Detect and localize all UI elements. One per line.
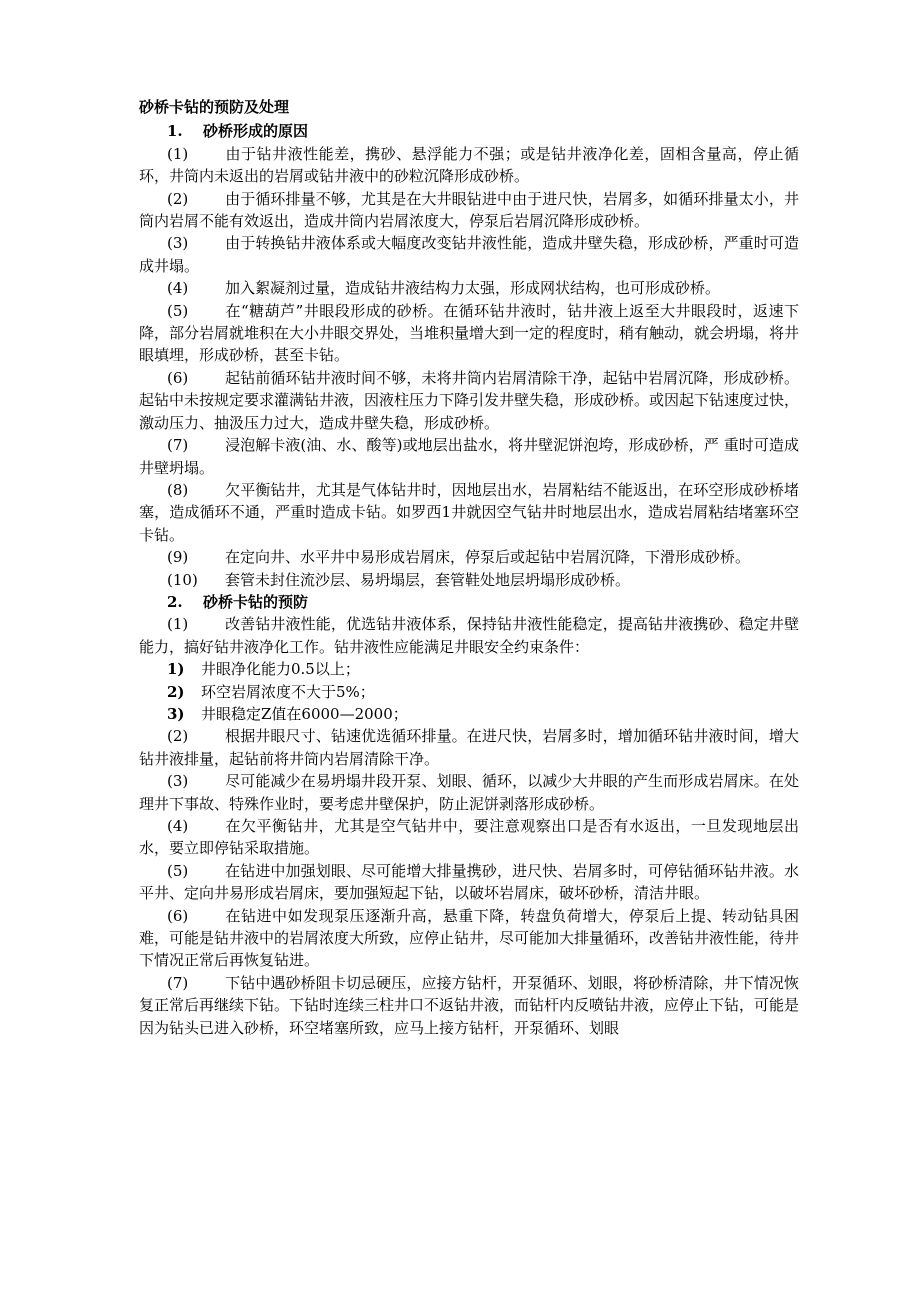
- list-item: [139, 546, 799, 568]
- section-heading-prevention: [139, 591, 799, 613]
- list-item: [139, 232, 799, 277]
- list-item: [139, 367, 799, 434]
- item-number: (1): [167, 144, 189, 163]
- sub-item: [139, 681, 799, 703]
- item-text: 在定向井、水平井中易形成岩屑床，停泵后或起钻中岩屑沉降，下滑形成砂桥。: [225, 548, 751, 567]
- sub-item-number: 3): [167, 704, 185, 723]
- sub-item-text: 井眼稳定Z值在6000—2000；: [201, 704, 408, 723]
- list-item: [139, 815, 799, 860]
- list-item: [139, 725, 799, 770]
- section-heading-text: 砂桥形成的原因: [203, 122, 309, 141]
- item-text: 起钻前循环钻井液时间不够，未将井筒内岩屑清除干净，起钻中岩屑沉降，形成砂桥。起钻中未按规定要求灌满钻井液，因液柱压力下降引发井壁失稳，形成砂桥。或因起下钻速度过快，激动压力、抽汲压力过大，造成井壁失稳，形成砂桥。: [139, 368, 800, 432]
- item-number: (2): [167, 189, 189, 208]
- item-number: (6): [167, 368, 189, 387]
- list-item: [139, 905, 799, 972]
- item-number: (5): [167, 301, 189, 320]
- list-item: [139, 188, 799, 233]
- sub-item-text: 井眼净化能力0.5以上；: [201, 660, 360, 679]
- document-body: [139, 96, 799, 1039]
- document-title: 砂桥卡钻的预防及处理: [139, 98, 290, 116]
- list-item: [139, 434, 799, 479]
- list-item: [139, 277, 799, 299]
- item-text: 加入絮凝剂过量，造成钻井液结构力太强，形成网状结构，也可形成砂桥。: [225, 279, 721, 298]
- section-heading-text: 砂桥卡钻的预防: [203, 592, 309, 611]
- item-text: 改善钻井液性能，优选钻井液体系，保持钻井液性能稳定，提高钻井液携砂、稳定井壁能力，搞好钻井液净化工作。钻井液性应能满足井眼安全约束条件：: [139, 615, 799, 656]
- item-number: (9): [167, 548, 189, 567]
- section-number: 2.: [167, 592, 183, 611]
- item-text: 由于钻井液性能差，携砂、悬浮能力不强；或是钻井液净化差，固相含量高，停止循环，井筒内未返出的岩屑或钻井液中的砂粒沉降形成砂桥。: [139, 144, 799, 186]
- sub-item-number: 2): [167, 682, 185, 701]
- item-text: 由于循环排量不够，尤其是在大井眼钻进中由于进尺快，岩屑多，如循环排量太小，井筒内岩屑不能有效返出，造成井筒内岩屑浓度大，停泵后岩屑沉降形成砂桥。: [139, 189, 799, 231]
- item-number: (6): [167, 906, 189, 925]
- item-text: 套管未封住流沙层、易坍塌层，套管鞋处地层坍塌形成砂桥。: [225, 570, 631, 589]
- item-text: 下钻中遇砂桥阻卡切忌硬压，应接方钻杆，开泵循环、划眼，将砂桥清除，井下情况恢复正常后再继续下钻。下钻时连续三柱井口不返钻井液，而钻杆内反喷钻井液，应停止下钻，可能是因为钻头已进入砂桥，环空堵塞所致，应马上接方钻杆，开泵循环、划眼: [139, 973, 800, 1037]
- item-text: 在钻进中加强划眼、尽可能增大排量携砂，进尺快、岩屑多时，可停钻循环钻井液。水平井、定向井易形成岩屑床，要加强短起下钻，以破坏岩屑床，破坏砂桥，清洁井眼。: [139, 861, 799, 903]
- item-text: 欠平衡钻井，尤其是气体钻井时，因地层出水，岩屑粘结不能返出，在环空形成砂桥堵塞，造成循环不通，严重时造成卡钻。如罗西1井就因空气钻井时地层出水，造成岩屑粘结堵塞环空卡钻。: [139, 480, 799, 544]
- item-text: 尽可能减少在易坍塌井段开泵、划眼、循环，以减少大井眼的产生而形成岩屑床。在处理井下事故、特殊作业时，要考虑井壁保护，防止泥饼剥落形成砂桥。: [139, 772, 799, 813]
- item-number: (2): [167, 727, 189, 746]
- item-number: (10): [167, 570, 198, 589]
- item-number: (3): [167, 772, 189, 791]
- list-item: [139, 300, 799, 367]
- sub-item: [139, 703, 799, 725]
- item-number: (1): [167, 615, 189, 634]
- item-text: 由于转换钻井液体系或大幅度改变钻井液性能，造成井壁失稳，形成砂桥，严重时可造成井塌。: [139, 234, 799, 275]
- item-number: (7): [167, 973, 189, 992]
- list-item: [139, 143, 799, 188]
- list-item: [139, 770, 799, 815]
- list-item: [139, 479, 799, 546]
- item-number: (7): [167, 436, 189, 455]
- item-number: (4): [167, 817, 189, 835]
- section-number: 1.: [167, 122, 183, 141]
- item-number: (8): [167, 480, 189, 499]
- item-number: (5): [167, 861, 189, 880]
- item-text: 在“糖葫芦”井眼段形成的砂桥。在循环钻井液时，钻井液上返至大井眼段时，返速下降，部分岩屑就堆积在大小井眼交界处，当堆积量增大到一定的程度时，稍有触动，就会坍塌，将井眼填埋，形成砂桥，甚至卡钻。: [139, 301, 800, 365]
- sub-item: [139, 658, 799, 680]
- list-item: [139, 613, 799, 658]
- item-number: (3): [167, 234, 189, 253]
- item-text: 浸泡解卡液(油、水、酸等)或地层出盐水，将井壁泥饼泡垮，形成砂桥，严 重时可造成井壁坍塌。: [139, 436, 799, 477]
- list-item: [139, 860, 799, 905]
- item-number: (4): [167, 279, 189, 298]
- list-item: [139, 972, 799, 1039]
- item-text: 在钻进中如发现泵压逐渐升高，悬重下降，转盘负荷增大，停泵后上提、转动钻具困难，可能是钻井液中的岩屑浓度大所致，应停止钻井，尽可能加大排量循环，改善钻井液性能，待井下情况正常后再恢复钻进。: [139, 906, 800, 970]
- sub-item-text: 环空岩屑浓度不大于5%；: [201, 682, 375, 701]
- list-item: [139, 569, 799, 591]
- section-heading-causes: [139, 120, 799, 142]
- item-text: 在欠平衡钻井，尤其是空气钻井中，要注意观察出口是否有水返出，一旦发现地层出水，要立即停钻采取措施。: [139, 817, 799, 858]
- item-text: 根据井眼尺寸、钻速优选循环排量。在进尺快，岩屑多时，增加循环钻井液时间，增大钻井液排量，起钻前将井筒内岩屑清除干净。: [139, 727, 799, 768]
- sub-item-number: 1): [167, 660, 185, 679]
